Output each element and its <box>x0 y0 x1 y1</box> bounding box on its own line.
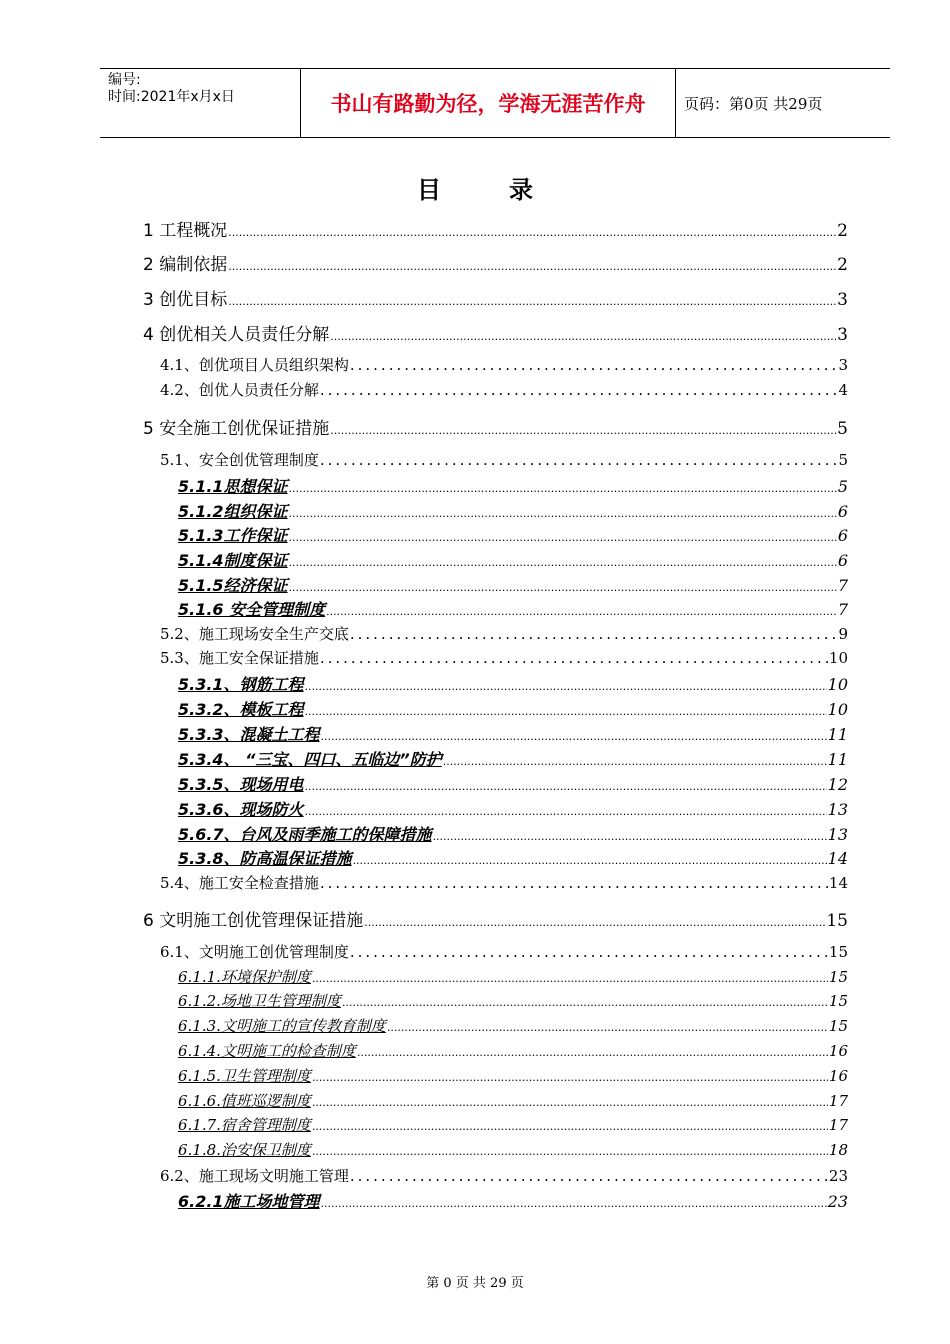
toc-entry[interactable] <box>178 573 848 596</box>
toc-entry[interactable] <box>178 1015 848 1036</box>
toc-entry-page: 3 <box>837 325 848 345</box>
toc-leader-dots <box>228 260 836 273</box>
toc-entry-label: 4.1、创优项目人员组织架构 <box>160 356 349 374</box>
toc-entry[interactable] <box>178 474 848 497</box>
toc-leader-dots <box>305 705 827 718</box>
page-footer: 第 0 页 共 29 页 <box>426 1276 524 1291</box>
toc-entry[interactable] <box>160 941 848 962</box>
toc-entry-page: 16 <box>828 1067 848 1085</box>
toc-entry-label: 5.3.6、现场防火 <box>178 800 304 819</box>
toc-entry-label: 5.3.2、模板工程 <box>178 700 304 719</box>
toc-leader-dots <box>320 649 828 667</box>
toc-entry[interactable] <box>160 872 848 893</box>
toc-leader-dots <box>330 424 836 437</box>
number-label: 编号: <box>108 72 141 88</box>
toc-leader-dots <box>353 854 827 867</box>
toc-leader-dots <box>342 996 828 1009</box>
toc-entry-page: 2 <box>837 221 848 241</box>
toc-entry[interactable] <box>178 1139 848 1160</box>
header-page-label: 页码：第0页 共29页 <box>684 94 823 113</box>
toc-leader-dots <box>321 1197 827 1210</box>
toc-entry-label: 6.2、施工现场文明施工管理 <box>160 1167 349 1185</box>
toc-entry-page: 15 <box>828 992 848 1010</box>
toc-entry[interactable] <box>178 747 848 770</box>
toc-entry-page: 15 <box>828 943 848 961</box>
toc-leader-dots <box>330 330 836 343</box>
toc-entry-page: 14 <box>828 874 848 892</box>
toc-leader-dots <box>312 1120 828 1133</box>
toc-entry-label: 5.1.6 安全管理制度 <box>178 600 326 619</box>
toc-entry-page: 14 <box>827 849 848 868</box>
toc-entry[interactable] <box>178 1065 848 1086</box>
toc-leader-dots <box>228 226 836 239</box>
toc-entry-page: 23 <box>828 1167 848 1185</box>
toc-entry[interactable] <box>178 1040 848 1061</box>
toc-entry-label: 6 文明施工创优管理保证措施 <box>143 911 364 931</box>
toc-leader-dots <box>350 1167 828 1185</box>
toc-entry-label: 6.1.7.宿舍管理制度 <box>178 1116 311 1134</box>
toc-title <box>0 170 950 205</box>
toc-entry[interactable] <box>143 906 848 931</box>
toc-entry-page: 13 <box>827 825 848 844</box>
toc-entry[interactable] <box>160 354 848 375</box>
toc-entry[interactable] <box>178 499 848 522</box>
toc-leader-dots <box>364 916 825 929</box>
toc-leader-dots <box>305 780 827 793</box>
toc-leader-dots <box>305 680 827 693</box>
toc-entry-label: 4 创优相关人员责任分解 <box>143 325 330 345</box>
toc-entry-label: 1 工程概况 <box>143 221 228 241</box>
toc-entry-label: 6.1.4.文明施工的检查制度 <box>178 1042 356 1060</box>
toc-entry-page: 17 <box>828 1116 848 1134</box>
toc-entry-label: 6.1.1.环境保护制度 <box>178 968 311 986</box>
toc-entry-page: 6 <box>837 502 848 521</box>
toc-entry-label: 5.3.1、钢筋工程 <box>178 675 304 694</box>
toc-leader-dots <box>350 356 838 374</box>
toc-leader-dots <box>326 605 837 618</box>
toc-entry-page: 15 <box>828 1017 848 1035</box>
toc-entry-page: 15 <box>826 911 848 931</box>
toc-entry-label: 5.1.4制度保证 <box>178 551 288 570</box>
toc-entry-page: 13 <box>827 800 848 819</box>
toc-leader-dots <box>387 1021 828 1034</box>
toc-entry-label: 5.1、安全创优管理制度 <box>160 451 319 469</box>
toc-leader-dots <box>320 874 828 892</box>
toc-entry[interactable] <box>178 772 848 795</box>
toc-entry-page: 2 <box>837 255 848 275</box>
toc-leader-dots <box>350 943 828 961</box>
toc-title-right: 录 <box>509 175 533 204</box>
toc-entry-label: 5.3.8、防高温保证措施 <box>178 849 352 868</box>
toc-leader-dots <box>320 451 838 469</box>
toc-entry-page: 11 <box>827 750 848 769</box>
header-table <box>100 68 890 138</box>
toc-leader-dots <box>357 1046 828 1059</box>
toc-entry-label: 5.3.3、混凝土工程 <box>178 725 320 744</box>
toc-entry-label: 6.1、文明施工创优管理制度 <box>160 943 349 961</box>
toc-entry[interactable] <box>178 966 848 987</box>
toc-leader-dots <box>289 556 837 569</box>
toc-entry-label: 5.4、施工安全检查措施 <box>160 874 319 892</box>
toc-entry-label: 5.1.3工作保证 <box>178 526 288 545</box>
toc-entry[interactable] <box>143 320 848 345</box>
toc-entry[interactable] <box>178 1114 848 1135</box>
toc-entry[interactable] <box>178 1189 848 1212</box>
toc-entry-page: 3 <box>838 356 848 374</box>
toc-entry[interactable] <box>160 1165 848 1186</box>
toc-entry[interactable] <box>178 990 848 1011</box>
toc-leader-dots <box>433 830 827 843</box>
toc-entry-page: 23 <box>827 1192 848 1211</box>
toc-entry-label: 6.1.8.治安保卫制度 <box>178 1141 311 1159</box>
time-label: 时间:2021年x月x日 <box>108 89 235 105</box>
toc-entry-label: 6.1.5.卫生管理制度 <box>178 1067 311 1085</box>
toc-leader-dots <box>289 531 837 544</box>
toc-entry-page: 16 <box>828 1042 848 1060</box>
toc-leader-dots <box>350 625 838 643</box>
toc-entry-label: 5.1.2组织保证 <box>178 502 288 521</box>
toc-entry-label: 5 安全施工创优保证措施 <box>143 419 330 439</box>
toc-entry-page: 5 <box>837 419 848 439</box>
toc-entry-label: 6.1.3.文明施工的宣传教育制度 <box>178 1017 386 1035</box>
toc-entry-page: 4 <box>838 381 848 399</box>
toc-entry-label: 3 创优目标 <box>143 290 228 310</box>
toc-entry-label: 5.3、施工安全保证措施 <box>160 649 319 667</box>
toc-entry-page: 10 <box>827 675 848 694</box>
toc-entry[interactable] <box>160 623 848 644</box>
toc-entry-label: 5.3.4、 “三宝、四口、五临边”防护 <box>178 750 442 769</box>
toc-entry[interactable] <box>178 797 848 820</box>
toc-entry[interactable] <box>160 647 848 668</box>
toc-leader-dots <box>289 581 837 594</box>
toc-entry-label: 2 编制依据 <box>143 255 228 275</box>
toc-title-left: 目 <box>417 175 441 204</box>
toc-entry[interactable] <box>178 697 848 720</box>
toc-entry[interactable] <box>143 216 848 241</box>
toc-entry-page: 11 <box>827 725 848 744</box>
toc-leader-dots <box>312 1096 828 1109</box>
toc-entry-label: 5.6.7、台风及雨季施工的保障措施 <box>178 825 432 844</box>
toc-leader-dots <box>305 805 827 818</box>
header-meta <box>100 69 301 137</box>
header-slogan: 书山有路勤为径，学海无涯苦作舟 <box>301 69 676 137</box>
toc-entry[interactable] <box>178 672 848 695</box>
toc-entry-page: 12 <box>827 775 848 794</box>
toc-leader-dots <box>321 730 827 743</box>
toc-leader-dots <box>289 482 837 495</box>
toc-entry-page: 7 <box>837 576 848 595</box>
toc-entry-label: 5.2、施工现场安全生产交底 <box>160 625 349 643</box>
toc-entry-page: 18 <box>828 1141 848 1159</box>
toc-entry-page: 6 <box>837 551 848 570</box>
toc-entry-label: 4.2、创优人员责任分解 <box>160 381 319 399</box>
toc-leader-dots <box>289 507 837 520</box>
toc-entry[interactable] <box>178 1090 848 1111</box>
toc-entry-page: 10 <box>827 700 848 719</box>
toc-entry[interactable] <box>160 379 848 400</box>
toc-entry[interactable] <box>178 722 848 745</box>
toc-entry-label: 5.1.5经济保证 <box>178 576 288 595</box>
toc-entry-label: 6.1.6.值班巡逻制度 <box>178 1092 311 1110</box>
toc-entry-page: 6 <box>837 526 848 545</box>
toc-entry[interactable] <box>178 597 848 620</box>
toc-entry-page: 7 <box>837 600 848 619</box>
toc-entry[interactable] <box>160 449 848 470</box>
toc-entry-page: 5 <box>837 477 848 496</box>
toc-entry-page: 5 <box>838 451 848 469</box>
toc-leader-dots <box>228 295 836 308</box>
toc-entry[interactable] <box>178 846 848 869</box>
toc-entry-label: 6.1.2.场地卫生管理制度 <box>178 992 341 1010</box>
toc-leader-dots <box>312 1145 828 1158</box>
toc-entry-page: 17 <box>828 1092 848 1110</box>
toc-entry-page: 9 <box>838 625 848 643</box>
toc-entry[interactable] <box>143 250 848 275</box>
toc-entry-page: 10 <box>828 649 848 667</box>
toc-entry-page: 3 <box>837 290 848 310</box>
toc-entry-label: 5.3.5、现场用电 <box>178 775 304 794</box>
toc-entry[interactable] <box>178 822 848 845</box>
toc-entry-label: 6.2.1施工场地管理 <box>178 1192 320 1211</box>
toc-entry[interactable] <box>178 548 848 571</box>
toc-entry[interactable] <box>178 523 848 546</box>
toc-entry[interactable] <box>143 414 848 439</box>
toc-entry-label: 5.1.1思想保证 <box>178 477 288 496</box>
toc-leader-dots <box>312 972 828 985</box>
toc-entry[interactable] <box>143 285 848 310</box>
toc-leader-dots <box>312 1071 828 1084</box>
toc-entry-page: 15 <box>828 968 848 986</box>
toc-leader-dots <box>320 381 838 399</box>
toc-leader-dots <box>443 755 827 768</box>
